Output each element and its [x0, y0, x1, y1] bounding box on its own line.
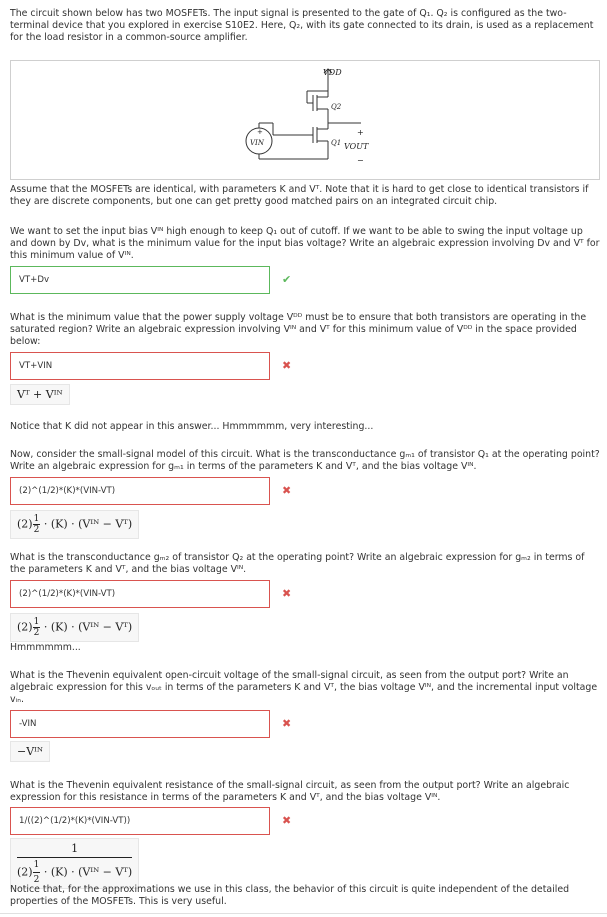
vdd-label: VDD [323, 68, 342, 77]
math-preview-thevenin-voltage [10, 741, 50, 762]
preview-exponent: $\frac{1}{2}$ [33, 514, 40, 535]
preview-reciprocal [17, 842, 132, 885]
source-plus-sign: + [257, 128, 263, 136]
preview-denominator: (2) $\frac{1}{2}$ · (K) · (Vᴵᴺ − Vᵀ) [17, 860, 133, 885]
preview-text: Vᵀ + Vᴵᴺ [17, 388, 63, 401]
circuit-diagram [10, 60, 600, 180]
incorrect-cross-icon: ✖ [282, 717, 292, 730]
preview-two: (2) [17, 620, 33, 634]
answer-input-min-bias[interactable]: VT+Dv [10, 266, 270, 294]
preview-vin-vt: (Vᴵᴺ − Vᵀ) [78, 517, 133, 531]
answer-input-min-vdd[interactable]: VT+VIN [10, 352, 270, 380]
question-thevenin-voltage: What is the Thevenin equivalent open-circuit voltage of the small-signal circuit, as seen from the output port? Write an algebraic expression for this vₒᵤₜ in terms of the parameters K and Vᵀ, the bias voltage Vᴵᴺ, and the incremental input voltage vᵢₙ. [10, 670, 598, 705]
preview-k: · (K) · [43, 620, 75, 634]
math-preview-gm2 [10, 613, 139, 642]
note-independence: Notice that, for the approximations we use in this class, the behavior of this circuit is quite independent of the detailed properties of the MOSFETs. This is very useful. [10, 884, 570, 907]
preview-exponent: $\frac{1}{2}$ [33, 617, 40, 638]
question-gm1: Now, consider the small-signal model of this circuit. What is the transconductance gₘ₁ of transistor Q₁ at the operating point? Write an algebraic expression for gₘ₁ in terms of the parameters K and Vᵀ, and the bias voltage Vᴵᴺ. [10, 449, 600, 472]
incorrect-cross-icon: ✖ [282, 814, 292, 827]
preview-numerator: 1 [17, 842, 132, 858]
question-gm2: What is the transconductance gₘ₂ of transistor Q₂ at the operating point? Write an algebraic expression for gₘ₂ in terms of the parameters K and Vᵀ, and the bias voltage Vᴵᴺ. [10, 552, 585, 575]
preview-neg-vin: −Vᴵᴺ [17, 745, 43, 758]
page-divider [0, 913, 607, 914]
vin-label: VIN [250, 139, 264, 147]
answer-input-thevenin-voltage[interactable]: -VIN [10, 710, 270, 738]
incorrect-cross-icon: ✖ [282, 484, 292, 497]
correct-check-icon: ✔ [282, 273, 292, 286]
answer-input-gm1[interactable]: (2)^(1/2)*(K)*(VIN-VT) [10, 477, 270, 505]
preview-k: · (K) · [43, 517, 75, 531]
q2-label: Q2 [331, 103, 342, 111]
note-k-absent: Notice that K did not appear in this answer... Hmmmmmm, very interesting... [10, 421, 374, 432]
question-min-input-bias: We want to set the input bias Vᴵᴺ high enough to keep Q₁ out of cutoff. If we want to be able to swing the input voltage up and down by Dv, what is the minimum value for the input bias voltage? Write an algebraic expression involving Dv and Vᵀ for this minimum value of Vᴵᴺ. [10, 226, 600, 261]
answer-input-gm2[interactable]: (2)^(1/2)*(K)*(VIN-VT) [10, 580, 270, 608]
vout-minus-sign: − [357, 156, 364, 165]
question-min-vdd: What is the minimum value that the power supply voltage Vᴰᴰ must be to ensure that both transistors are operating in the saturated region? Write an algebraic expression involving Vᴵᴺ and Vᵀ for this minimum value of Vᴰᴰ in the space provided below: [10, 312, 587, 347]
answer-input-thevenin-resistance[interactable]: 1/((2)^(1/2)*(K)*(VIN-VT)) [10, 807, 270, 835]
math-preview-vdd [10, 384, 70, 405]
question-thevenin-resistance: What is the Thevenin equivalent resistance of the small-signal circuit, as seen from the output port? Write an algebraic expression for this resistance in terms of the parameters K and Vᵀ, and the bias voltage Vᴵᴺ. [10, 780, 570, 803]
vout-label: VOUT [344, 142, 369, 151]
circuit-svg [11, 61, 601, 181]
preview-vin-vt: (Vᴵᴺ − Vᵀ) [78, 620, 133, 634]
intro-text: The circuit shown below has two MOSFETs. The input signal is presented to the gate of Q₁. Q₂ is configured as the two-terminal device that you explored in exercise S10E2. Here, Q₂, with its gate connected to its drain, is used as a replacement for the load resistor in a common-source amplifier. [10, 8, 594, 43]
math-preview-thevenin-resistance [10, 838, 139, 889]
q1-label: Q1 [331, 139, 342, 147]
incorrect-cross-icon: ✖ [282, 587, 292, 600]
incorrect-cross-icon: ✖ [282, 359, 292, 372]
preview-two: (2) [17, 517, 33, 531]
note-hmm: Hmmmmmm... [10, 642, 81, 653]
math-preview-gm1 [10, 510, 139, 539]
vout-plus-sign: + [357, 128, 364, 137]
assumption-text: Assume that the MOSFETs are identical, with parameters K and Vᵀ. Note that it is hard to get close to identical transistors if they are discrete components, but one can get pretty good matched pairs on an integrated circuit chip. [10, 184, 589, 207]
